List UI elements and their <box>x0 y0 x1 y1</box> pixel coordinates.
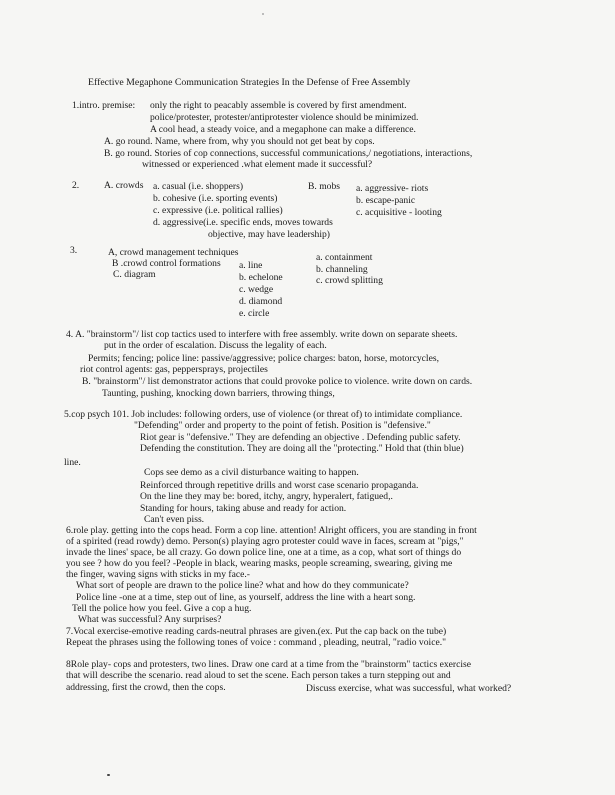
formation-c: c. wedge <box>239 284 274 295</box>
section-5-line-1: 5.cop psych 101. Job includes: following orders, use of violence (or threat of) to intimidate compliance. <box>64 409 463 420</box>
crowd-type-a: a. casual (i.e. shoppers) <box>153 181 244 192</box>
crowds-heading: A. crowds <box>104 180 144 191</box>
diagram-item: C. diagram <box>113 269 156 280</box>
section-5-line-6: Cops see demo as a civil disturbance waiting to happen. <box>144 467 359 478</box>
section-5-line-3: Riot gear is "defensive." They are defending an objective . Defending public safety. <box>140 432 461 443</box>
section-2-number: 2. <box>72 180 80 191</box>
mob-type-b: b. escape-panic <box>356 195 416 206</box>
formation-b: b. echelone <box>239 272 283 283</box>
section-6-line-2: of a spirited (read rowdy) demo. Person(s) playing agro protester could wave in faces, scream at "pigs," <box>66 536 464 547</box>
section-6-line-1: 6.role play. getting into the cops head. Form a cop line. attention! Alright officers, you are standing in front <box>66 525 477 536</box>
mob-type-c: c. acquisitive - looting <box>356 207 442 218</box>
section-5-line-9: Standing for hours, taking abuse and ready for action. <box>140 503 347 514</box>
section-7-line-1: 7.Vocal exercise-emotive reading cards-neutral phrases are given.(ex. Put the cap back on the tube) <box>66 626 447 637</box>
document-title: Effective Megaphone Communication Strategies In the Defense of Free Assembly <box>88 77 411 88</box>
crowd-type-b: b. cohesive (i.e. sporting events) <box>153 193 278 204</box>
section-4-line-1: 4. A. "brainstorm"/ list cop tactics used to interfere with free assembly. write down on separate sheets. <box>66 329 458 340</box>
section-6-line-6: What sort of people are drawn to the police line? what and how do they communicate? <box>76 580 409 591</box>
section-4-line-5: B. "brainstorm"/ list demonstrator actions that could provoke police to violence. write down on cards. <box>82 376 473 387</box>
section-1-heading: 1.intro. premise: <box>72 100 136 111</box>
mobs-heading: B. mobs <box>308 181 340 192</box>
section-6-line-8: Tell the police how you feel. Give a cop a hug. <box>72 603 252 614</box>
section-6-line-3: invade the lines' space, be all crazy. Go down police line, one at a time, as a cop, what sort of things do <box>66 547 462 558</box>
crowd-type-c: c. expressive (i.e. political rallies) <box>153 205 283 216</box>
section-1-line-1: only the right to peacably assemble is covered by first amendment. <box>150 100 407 111</box>
section-6-line-4: you see ? how do you feel? -People in black, wearing masks, people screaming, swearing, giving me <box>66 558 453 569</box>
mob-type-a: a. aggressive- riots <box>356 183 429 194</box>
section-1-line-3: A cool head, a steady voice, and a megaphone can make a difference. <box>150 124 416 135</box>
section-8-line-4: Discuss exercise, what was successful, what worked? <box>306 683 512 694</box>
section-4-line-3: Permits; fencing; police line: passive/aggressive; police charges: baton, horse, motorcycles, <box>88 353 439 364</box>
section-6-line-9: What was successful? Any surprises? <box>78 614 222 625</box>
management-a: a. containment <box>316 252 373 263</box>
section-1-line-2: police/protester, protester/antiprotester violence should be minimized. <box>150 112 419 123</box>
section-8-line-3: addressing, first the crowd, then the cops. <box>66 682 226 693</box>
section-1-item-b-line-2: witnessed or experienced .what element made it successful? <box>142 159 373 170</box>
formation-a: a. line <box>239 260 263 271</box>
control-formations: B .crowd control formations <box>112 258 221 269</box>
section-8-line-2: that will describe the scenario. read aloud to set the scene. Each person takes a turn stepping out and <box>66 670 451 681</box>
section-5-line-10: Can't even piss. <box>144 514 205 525</box>
section-5-line-2: "Defending" order and property to the point of fetish. Position is "defensive." <box>134 420 431 431</box>
formation-d: d. diamond <box>239 296 283 307</box>
section-4-line-4: riot control agents: gas, peppersprays, projectiles <box>80 364 268 375</box>
management-b: b. channeling <box>316 264 368 275</box>
section-3-number: 3. <box>70 245 78 256</box>
scan-speck <box>262 13 264 15</box>
section-5-line-5: line. <box>64 457 81 468</box>
section-7-line-2: Repeat the phrases using the following tones of voice : command , pleading, neutral, "radio voice." <box>66 637 447 648</box>
section-5-line-4: Defending the constitution. They are doing all the "protecting." Hold that (thin blue) <box>140 443 464 454</box>
management-techniques: A, crowd management techniques <box>108 247 239 258</box>
scan-speck <box>107 774 110 776</box>
section-6-line-7: Police line -one at a time, step out of line, as yourself, address the line with a heart song. <box>76 592 416 603</box>
section-5-line-7: Reinforced through repetitive drills and worst case scenario propaganda. <box>140 480 419 491</box>
section-4-line-2: put in the order of escalation. Discuss the legality of each. <box>104 340 327 351</box>
section-4-line-6: Taunting, pushing, knocking down barriers, throwing things, <box>102 388 335 399</box>
section-6-line-5: the finger, waving signs with sticks in my face.- <box>66 569 250 580</box>
crowd-type-d-line-2: objective, may have leadership) <box>208 229 331 240</box>
section-1-item-b-line-1: B. go round. Stories of cop connections, successful communications,/ negotiations, interactions, <box>104 148 473 159</box>
section-5-line-8: On the line they may be: bored, itchy, angry, hyperalert, fatigued,. <box>140 491 393 502</box>
crowd-type-d-line-1: d. aggressive(i.e. specific ends, moves towards <box>153 217 333 228</box>
section-8-line-1: 8Role play- cops and protesters, two lines. Draw one card at a time from the "brainstorm" tactics exercise <box>66 659 472 670</box>
section-1-item-a: A. go round. Name, where from, why you should not get beat by cops. <box>104 136 375 147</box>
formation-e: e. circle <box>239 308 270 319</box>
management-c: c. crowd splitting <box>316 275 383 286</box>
